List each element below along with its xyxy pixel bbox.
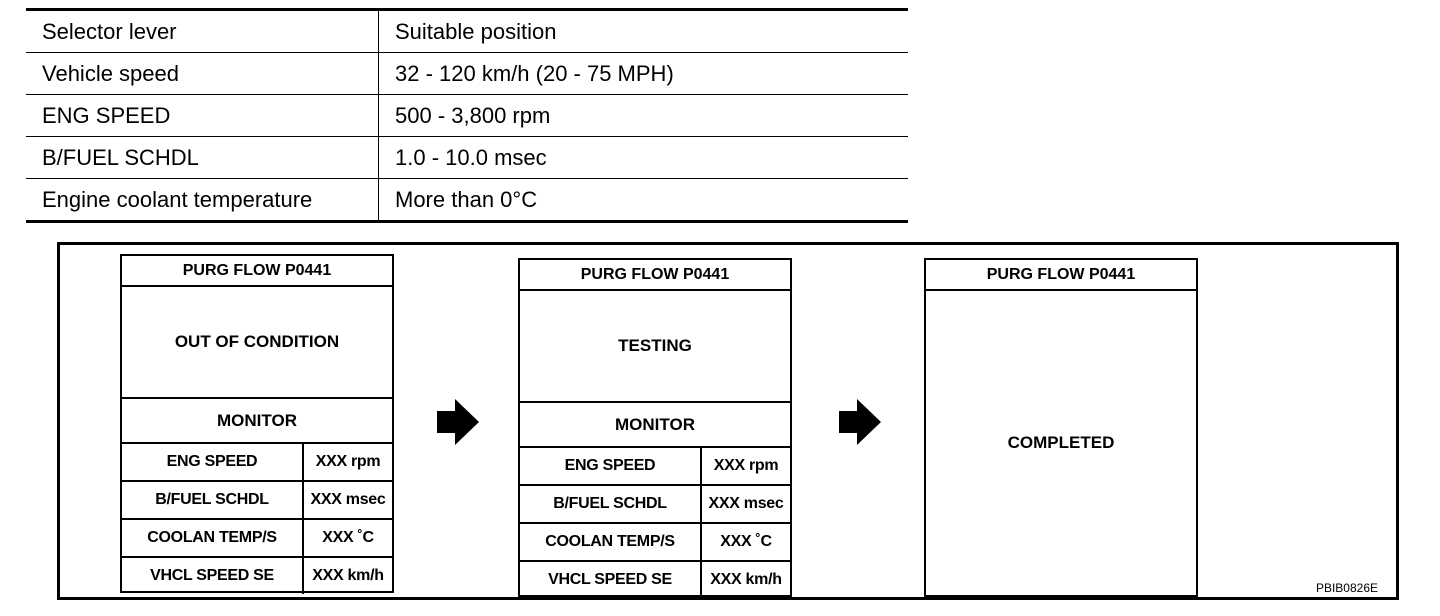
condition-value: 32 - 120 km/h (20 - 75 MPH) bbox=[379, 53, 909, 95]
monitor-row bbox=[122, 520, 392, 558]
monitor-item-value: XXX km/h bbox=[312, 567, 384, 584]
monitor-item-value: XXX msec bbox=[708, 495, 784, 512]
screen-title: PURG FLOW P0441 bbox=[122, 256, 392, 287]
condition-label: Vehicle speed bbox=[26, 53, 379, 95]
monitor-item-value: XXX ˚C bbox=[322, 529, 374, 546]
right-arrow-icon bbox=[839, 399, 881, 445]
monitor-item-value: XXX rpm bbox=[315, 453, 381, 470]
screen-status: COMPLETED bbox=[1007, 433, 1115, 452]
screen-status: TESTING bbox=[520, 291, 790, 403]
monitor-item-name: B/FUEL SCHDL bbox=[520, 486, 702, 522]
condition-label: ENG SPEED bbox=[26, 95, 379, 137]
condition-row bbox=[26, 10, 908, 53]
monitor-row bbox=[122, 444, 392, 482]
monitor-item-name: ENG SPEED bbox=[122, 444, 304, 480]
monitor-row bbox=[520, 562, 790, 598]
condition-value: More than 0°C bbox=[379, 179, 909, 222]
monitor-item-value: XXX msec bbox=[310, 491, 386, 508]
monitor-row bbox=[122, 482, 392, 520]
condition-value: 500 - 3,800 rpm bbox=[379, 95, 909, 137]
consult-screen-figure bbox=[57, 242, 1399, 600]
screen-completed bbox=[924, 258, 1198, 597]
monitor-header: MONITOR bbox=[520, 403, 790, 448]
monitor-row bbox=[520, 486, 790, 524]
screen-out-of-condition bbox=[120, 254, 394, 593]
screen-title: PURG FLOW P0441 bbox=[520, 260, 790, 291]
monitor-item-name: COOLAN TEMP/S bbox=[520, 524, 702, 560]
monitor-row bbox=[122, 558, 392, 594]
right-arrow-icon bbox=[437, 399, 479, 445]
monitor-item-name: VHCL SPEED SE bbox=[122, 558, 304, 594]
monitor-row bbox=[520, 448, 790, 486]
monitor-item-value: XXX ˚C bbox=[720, 533, 772, 550]
condition-label: Engine coolant temperature bbox=[26, 179, 379, 222]
monitor-item-value: XXX km/h bbox=[710, 571, 782, 588]
screen-title: PURG FLOW P0441 bbox=[926, 260, 1196, 291]
monitor-item-name: B/FUEL SCHDL bbox=[122, 482, 304, 518]
monitor-item-value: XXX rpm bbox=[713, 457, 779, 474]
figure-code: PBIB0826E bbox=[1315, 581, 1378, 595]
condition-row bbox=[26, 53, 908, 95]
monitor-item-name: COOLAN TEMP/S bbox=[122, 520, 304, 556]
condition-label: B/FUEL SCHDL bbox=[26, 137, 379, 179]
screen-status: OUT OF CONDITION bbox=[122, 287, 392, 399]
condition-value: Suitable position bbox=[379, 10, 909, 53]
condition-table bbox=[26, 8, 908, 223]
condition-row bbox=[26, 95, 908, 137]
condition-row bbox=[26, 137, 908, 179]
condition-value: 1.0 - 10.0 msec bbox=[379, 137, 909, 179]
condition-row bbox=[26, 179, 908, 222]
monitor-item-name: VHCL SPEED SE bbox=[520, 562, 702, 598]
condition-label: Selector lever bbox=[26, 10, 379, 53]
screen-testing bbox=[518, 258, 792, 597]
monitor-header: MONITOR bbox=[122, 399, 392, 444]
monitor-item-name: ENG SPEED bbox=[520, 448, 702, 484]
monitor-row bbox=[520, 524, 790, 562]
